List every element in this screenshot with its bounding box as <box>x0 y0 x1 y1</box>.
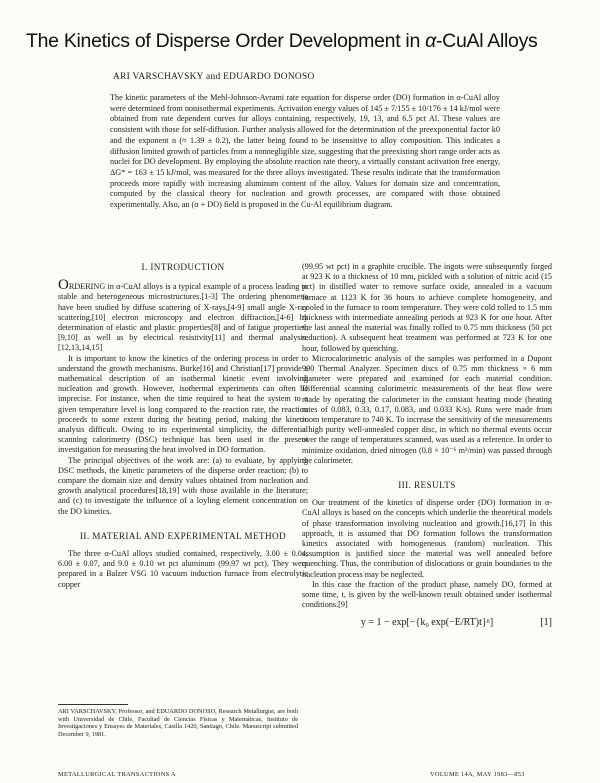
volume-page: VOLUME 14A, MAY 1983—853 <box>430 771 525 778</box>
author-footnote: ARI VARSCHAVSKY, Professor, and EDUARDO DONOSO, Research Metallurgist, are both with Universidad de Chile, Facultad de Ciencias Físicas y Matemáticas, Instituto de Investigaciones y Ensayes de Materiales, Casilla 1420, Santiago, Chile. Manuscript submitted December 9, 1981. <box>58 708 298 738</box>
equation-body: y = 1 − exp[−{k₀ exp(−E/RT)t}ⁿ] <box>360 616 494 628</box>
intro-paragraph: ORDERING in α-CuAl alloys is a typical example of a process leading to stable and heterogeneous microstructures.[1-3] The ordering phenomena have been studied by diffuse scattering of X-rays,[4-9] small angle X-ray scattering,[10] electron microscopy and electron diffraction,[4-6] by determination of elastic and plastic properties[8] and of fatigue properties,[9,10] as well as by electrical resistivity[11] and thermal analysis.[12,13,14,15] <box>58 277 308 353</box>
abstract: The kinetic parameters of the Mehl-Johnson-Avrami rate equation for disperse order (DO) formation in α-CuAl alloy were determined from nonisothermal experiments. Activation energy values of 145 ± 7/155 ± 10/176 ± 14 kJ/mol were obtained from rate dependent curves for alloys containing, respectively, 19, 13, and 6.5 pct Al. These values are consistent with those for self-diffusion. Further analysis allowed for the determination of the preexponential factor k0 and the exponent n (≈ 1.39 ± 0.2), the latter being found to be insensitive to alloy composition. This indicates a diffusion limited growth of particles from a nonnegligible size, suggesting that the preexisting short range order acts as nuclei for DO development. By employing the absolute reaction rate theory, a virtually constant activation free energy, ΔG* = 163 ± 15 kJ/mol, was measured for the three alloys investigated. These results indicate that the transformation proceeds more rapidly with increasing aluminum content of the alloy. Values for domain size and concentration, computed by the classical theory for nucleation and growth processes, are compared with those obtained experimentally. Also, an (α + DO) field is proposed in the Cu-Al equilibrium diagram. <box>110 93 500 210</box>
equation-number: [1] <box>540 616 552 628</box>
paper-title: The Kinetics of Disperse Order Development in α-CuAl Alloys <box>26 30 538 52</box>
results-paragraph: In this case the fraction of the product phase, namely DO, formed at some time, t, is given by the well-known result obtained under isothermal conditions.[9] <box>302 579 552 610</box>
author-line: ARI VARSCHAVSKY and EDUARDO DONOSO <box>113 72 315 82</box>
results-paragraph: Our treatment of the kinetics of disperse order (DO) formation in α-CuAl alloys is based on the concepts which underlie the theoretical models of phase transformation involving nucleation and growth.[16,17] In this approach, it is assumed that DO formation follows the transformation kinetics associated with homogeneous (random) nucleation. This assumption is justified since the material was well annealed before quenching. Thus, the contribution of dislocations or grain boundaries to the nucleation process may be neglected. <box>302 498 552 579</box>
journal-name: METALLURGICAL TRANSACTIONS A <box>58 771 176 778</box>
method-paragraph: Microcalorimetric analysis of the samples was performed in a Dupont 990 Thermal Analyzer. Specimen discs of 0.75 mm thickness × 6 mm diameter were prepared and examined for each material condition. Differential scanning calorimetric measurements of the heat flow were made by operating the calorimeter in the constant heating mode (heating rates of 0.083, 0.33, 0.17, 0.083, and 0.033 K/s). Runs were made from room temperature to 740 K. To increase the sensitivity of the measurements a high purity well-annealed copper disc, in which no thermal events occur over the range of temperatures scanned, was used as a reference. In order to minimize oxidation, dried nitrogen (0.8 × 10⁻⁶ m³/min) was passed through the calorimeter. <box>302 353 552 465</box>
footnote-divider <box>58 704 128 705</box>
method-paragraph: The three α-CuAl alloys studied contained, respectively, 3.00 ± 0.04, 6.00 ± 0.07, and 9.0 ± 0.10 wt pct aluminum (99.97 wt pct). They were prepared in a Balzer VSG 10 vacuum induction furnace from electrolytic copper <box>58 549 308 589</box>
intro-paragraph: The principal objectives of the work are: (a) to evaluate, by applying DSC methods, the kinetic parameters of the disperse order reaction; (b) to compare the domain size and density values obtained from nucleation and growth analytical procedures[18,19] with those available in the literature; and (c) to investigate the influence of a loyling element concentration on the DO kinetics. <box>58 455 308 516</box>
section-heading-introduction: I. INTRODUCTION <box>141 262 225 272</box>
right-column <box>302 262 552 635</box>
left-column <box>58 262 308 590</box>
section-heading-method: II. MATERIAL AND EXPERIMENTAL METHOD <box>79 530 287 541</box>
method-paragraph: (99.95 wt pct) in a graphite crucible. The ingots were subsequently forged at 923 K to a thickness of 10 mm, pickled with a solution of nitric acid (15 pct) in distilled water to remove surface oxide, annealed in a vacuum furnace at 1123 K for 36 hours to achieve complete homogeneity, and cooled in the furnace to room temperature. They were cold rolled to 1.5 mm thickness with intermediate annealing periods at 923 K for one hour. After the last anneal the material was finally rolled to 0.75 mm thickness (50 pct reduction). A subsequent heat treatment was performed at 723 K for one hour, followed by quenching. <box>302 262 552 353</box>
equation <box>302 618 552 628</box>
section-heading-results: III. RESULTS <box>398 480 456 491</box>
drop-cap: O <box>58 277 69 294</box>
intro-paragraph: It is important to know the kinetics of the ordering process in order to understand the growth mechanisms. Burke[16] and Christian[17] provide a mathematical description of an isothermal kinetic event involving nucleation and growth. However, isothermal experiments can often be imprecise. For instance, when the time required to heat the system to a given temperature level is long compared to the reaction rate, the reaction proceeds to some extent during the heating period, making the kinetic analysis difficult. Owing to its experimental simplicity, the differential scanning calorimetry (DSC) technique has been used in the present investigation for measuring the heat involved in DO formation. <box>58 353 308 455</box>
